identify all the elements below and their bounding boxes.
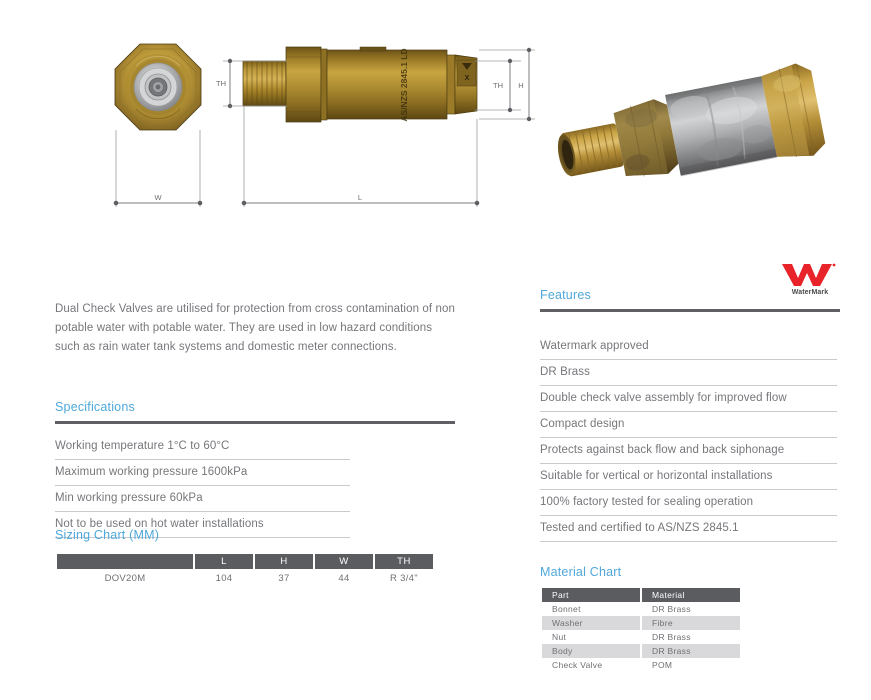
features-divider [540, 309, 840, 312]
sizing-cell-l: 104 [215, 573, 233, 584]
material-cell-part: Washer [542, 616, 640, 630]
feature-item: Suitable for vertical or horizontal installations [540, 464, 837, 490]
material-col-part: Part [542, 588, 640, 602]
product-photo [545, 45, 855, 220]
watermark-logo [770, 262, 850, 308]
material-chart-header-row [542, 588, 740, 602]
sizing-chart-heading: Sizing Chart (MM) [55, 528, 160, 542]
material-cell-part: Bonnet [552, 604, 581, 614]
feature-item: DR Brass [540, 360, 837, 386]
watermark-logo-label: WaterMark [791, 289, 829, 296]
table-row [542, 658, 740, 672]
specification-item: Not to be used on hot water installations [55, 512, 350, 538]
specification-item: Min working pressure 60kPa [55, 486, 350, 512]
material-chart-section [540, 565, 780, 672]
right-column [540, 288, 840, 542]
table-row [542, 644, 740, 658]
table-row [542, 602, 740, 616]
technical-drawing-svg [55, 30, 535, 220]
feature-item: Watermark approved [540, 334, 837, 360]
sizing-chart-header-row [57, 554, 433, 569]
table-row [542, 616, 740, 630]
specifications-heading: Specifications [55, 400, 135, 414]
material-cell-material: Fibre [642, 616, 740, 630]
feature-item: Protects against back flow and back siphonage [540, 438, 837, 464]
sizing-chart-table [55, 554, 435, 588]
product-photo-svg [545, 45, 855, 220]
dim-label-l: L [357, 193, 363, 202]
material-chart-heading: Material Chart [540, 565, 622, 579]
feature-item: 100% factory tested for sealing operation [540, 490, 837, 516]
material-cell-material: POM [652, 660, 673, 670]
sizing-col-l: L [195, 554, 253, 569]
sizing-cell-h: 37 [278, 573, 290, 584]
sizing-chart-section [55, 528, 435, 588]
material-chart-table [540, 588, 742, 672]
material-cell-part: Body [542, 644, 640, 658]
features-heading: Features [540, 288, 591, 302]
dim-label-h: H [518, 81, 524, 90]
sizing-cell-th: R 3/4" [390, 573, 418, 584]
sizing-cell-model: DOV20M [104, 573, 146, 584]
table-row [57, 569, 433, 588]
specifications-list [55, 434, 350, 538]
material-cell-material: DR Brass [652, 604, 691, 614]
specification-item: Maximum working pressure 1600kPa [55, 460, 350, 486]
table-row [542, 630, 740, 644]
material-cell-part: Nut [552, 632, 567, 642]
specifications-divider [55, 421, 455, 424]
left-column [55, 288, 455, 538]
features-list [540, 334, 837, 542]
drawing-body-marking: AS/NZS 2845.1 LD [399, 48, 409, 122]
dim-label-w: W [154, 193, 162, 202]
product-illustration-band [0, 0, 871, 245]
material-col-material: Material [642, 588, 740, 602]
material-cell-material: DR Brass [652, 632, 691, 642]
watermark-w-icon [779, 262, 841, 288]
feature-item: Tested and certified to AS/NZS 2845.1 [540, 516, 837, 542]
sizing-col-th: TH [375, 554, 433, 569]
feature-item: Double check valve assembly for improved flow [540, 386, 837, 412]
material-cell-material: DR Brass [642, 644, 740, 658]
drawing-cap-marking: X [464, 75, 470, 82]
dim-label-th-left: TH [216, 79, 226, 88]
technical-drawings [55, 30, 535, 220]
drawing-end-view [114, 44, 203, 207]
dim-label-th-right: TH [493, 81, 503, 90]
drawing-side-view [216, 47, 535, 207]
material-cell-part: Check Valve [552, 660, 603, 670]
specification-item: Working temperature 1°C to 60°C [55, 434, 350, 460]
sizing-col-h: H [255, 554, 313, 569]
sizing-cell-w: 44 [338, 573, 350, 584]
product-description: Dual Check Valves are utilised for protection from cross contamination of non potable water with potable water. They are used in low hazard conditions such as rain water tank systems and domestic meter connections. [55, 302, 455, 353]
feature-item: Compact design [540, 412, 837, 438]
sizing-col-model [57, 554, 193, 569]
sizing-col-w: W [315, 554, 373, 569]
